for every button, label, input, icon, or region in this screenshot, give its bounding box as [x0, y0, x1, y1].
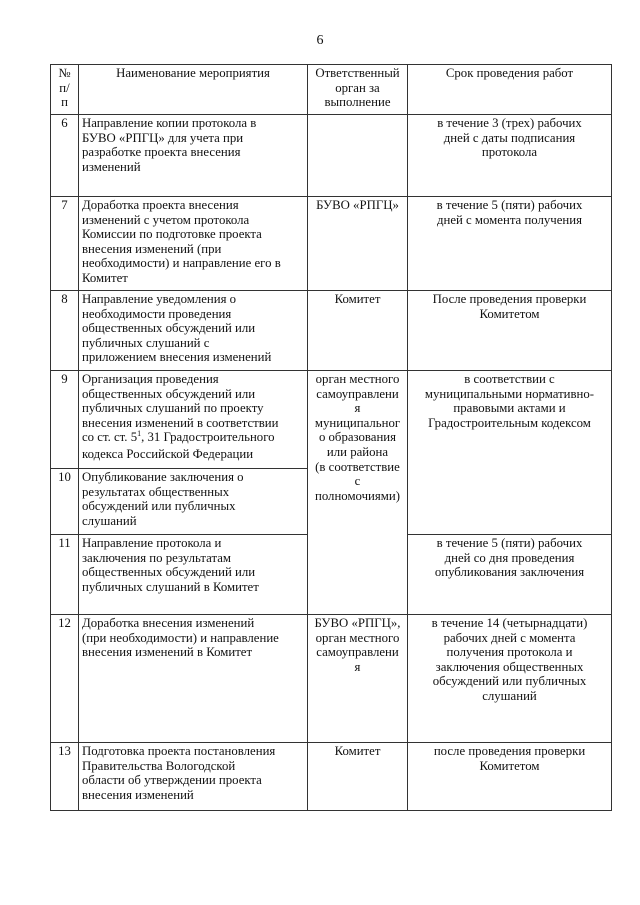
- schedule-table: [50, 64, 612, 811]
- responsible-cell: БУВО «РПГЦ», орган местного самоуправлени я: [308, 615, 408, 743]
- header-number: № п/ п: [51, 65, 79, 115]
- deadline-cell: в течение 5 (пяти) рабочих дней с момента получения: [408, 197, 612, 291]
- header-activity-name: Наименование мероприятия: [79, 65, 308, 115]
- responsible-cell: БУВО «РПГЦ»: [308, 197, 408, 291]
- deadline-cell: после проведения проверки Комитетом: [408, 743, 612, 811]
- activity-cell: Доработка проекта внесения изменений с учетом протокола Комиссии по подготовке проекта внесения изменений (при необходимости) и направление его в Комитет: [79, 197, 308, 291]
- deadline-cell: в соответствии с муниципальными нормативно- правовыми актами и Градостроительным кодексом: [408, 371, 612, 535]
- header-responsible: Ответственный орган за выполнение: [308, 65, 408, 115]
- row-number: 10: [51, 469, 79, 535]
- table-row: [51, 615, 612, 743]
- responsible-cell: Комитет: [308, 291, 408, 371]
- responsible-cell: Комитет: [308, 743, 408, 811]
- header-deadline: Срок проведения работ: [408, 65, 612, 115]
- table-header-row: [51, 65, 612, 115]
- deadline-cell: в течение 14 (четырнадцати) рабочих дней с момента получения протокола и заключения общественных обсуждений или публичных слушаний: [408, 615, 612, 743]
- activity-cell: Подготовка проекта постановления Правительства Вологодской области об утверждении проекта внесения изменений: [79, 743, 308, 811]
- activity-cell: Направление копии протокола в БУВО «РПГЦ» для учета при разработке проекта внесения изменений: [79, 115, 308, 197]
- row-number: 8: [51, 291, 79, 371]
- page-number: 6: [316, 33, 324, 48]
- row-number: 13: [51, 743, 79, 811]
- table-row: [51, 291, 612, 371]
- activity-cell: Организация проведения общественных обсуждений или публичных слушаний по проекту внесения изменений в соответствии со ст. ст. $5^1$, 31 Градостроительного кодекса Российской Федерации: [79, 371, 308, 469]
- row-number: 12: [51, 615, 79, 743]
- deadline-cell: в течение 5 (пяти) рабочих дней со дня проведения опубликования заключения: [408, 535, 612, 615]
- row-number: 11: [51, 535, 79, 615]
- table-row: [51, 371, 612, 469]
- code-reference: со ст. ст. $5^1$, 31 Градостроительного: [82, 429, 275, 445]
- activity-cell: Направление уведомления о необходимости проведения общественных обсуждений или публичных слушаний с приложением внесения изменений: [79, 291, 308, 371]
- deadline-cell: После проведения проверки Комитетом: [408, 291, 612, 371]
- activity-cell: Направление протокола и заключения по результатам общественных обсуждений или публичных слушаний в Комитет: [79, 535, 308, 615]
- activity-cell: Опубликование заключения о результатах общественных обсуждений или публичных слушаний: [79, 469, 308, 535]
- activity-cell: Доработка внесения изменений (при необходимости) и направление внесения изменений в Комитет: [79, 615, 308, 743]
- responsible-cell: орган местного самоуправлени я муниципальног о образования или района (в соответствие с полномочиями): [308, 371, 408, 615]
- responsible-cell: [308, 115, 408, 197]
- row-number: 7: [51, 197, 79, 291]
- row-number: 9: [51, 371, 79, 469]
- table-row: [51, 115, 612, 197]
- table-row: [51, 743, 612, 811]
- deadline-cell: в течение 3 (трех) рабочих дней с даты подписания протокола: [408, 115, 612, 197]
- row-number: 6: [51, 115, 79, 197]
- table-row: [51, 197, 612, 291]
